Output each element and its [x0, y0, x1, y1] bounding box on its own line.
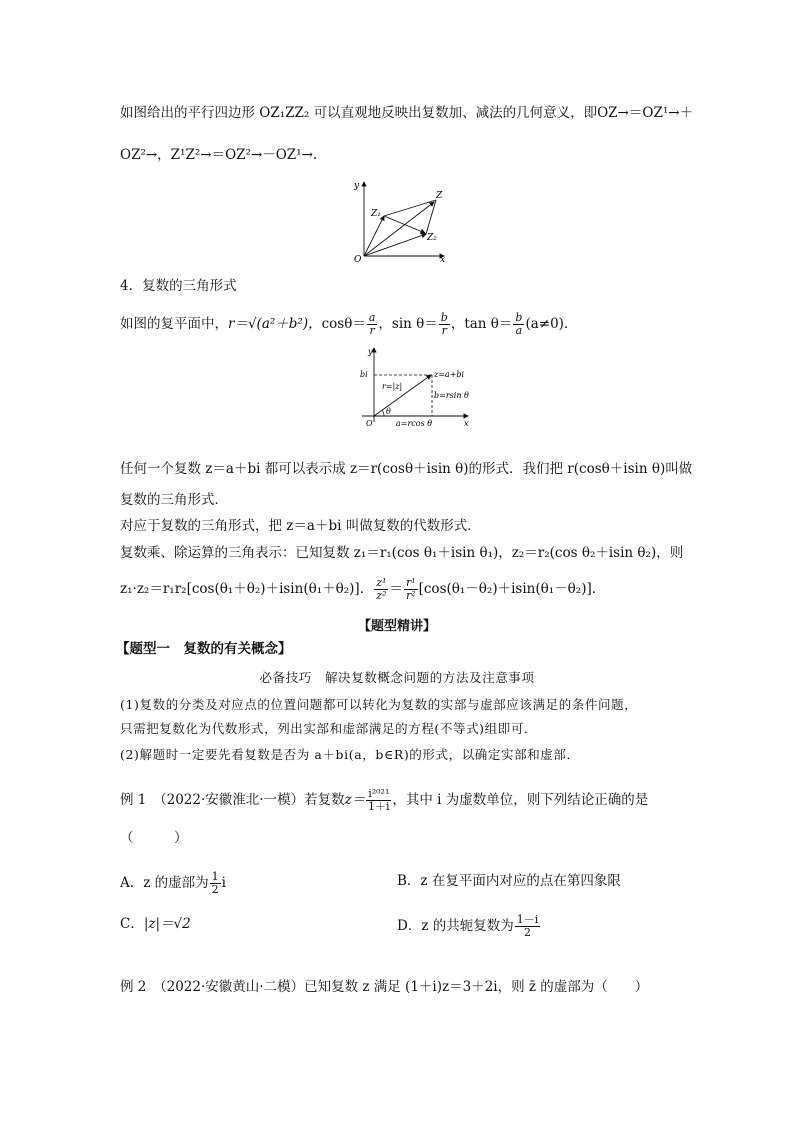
- cos-prefix: cosθ＝: [321, 316, 366, 332]
- skill-point-2: (2)解题时一定要先看复数是否为 a＋bi(a，b∈R)的形式，以确定实部和虚部．: [120, 747, 580, 762]
- type-1-title: 【题型一 复数的有关概念】: [116, 641, 292, 657]
- parallelogram-figure: [348, 176, 452, 264]
- option-a-numerator: 1: [211, 870, 219, 883]
- example-2-stem: 例 2 （2022·安徽黄山·二模）已知复数 z 满足 (1＋i)z＝3＋2i，则 z̄ 的虚部为（ ）: [120, 979, 649, 995]
- option-a-label: A．: [120, 875, 144, 891]
- quotient-formula: [cos(θ₁－θ₂)＋isin(θ₁－θ₂)]．: [418, 581, 606, 597]
- z-quotient-denominator: z²: [376, 589, 387, 602]
- z-quotient-numerator: z¹: [376, 576, 387, 589]
- complex-plane-figure: [358, 344, 474, 434]
- trig-definitions-line: [120, 312, 577, 337]
- fig2-y-label: y: [368, 347, 373, 356]
- fig2-b-label: b=rsin θ: [434, 391, 469, 400]
- tan-fraction: [513, 312, 524, 337]
- r-quotient-fraction: [404, 577, 418, 602]
- example-1-z-equals: z＝: [344, 792, 366, 808]
- product-formula: z₁·z₂＝r₁r₂[cos(θ₁＋θ₂)＋isin(θ₁＋θ₂)]．: [120, 581, 374, 597]
- fig2-theta-label: θ: [386, 407, 391, 416]
- cos-numerator: a: [368, 311, 376, 324]
- tan-condition: (a≠0)．: [525, 316, 578, 332]
- parallelogram-paragraph-line-2: OZ²→，Z¹Z²→＝OZ²→－OZ¹→.: [120, 147, 318, 163]
- option-c-label: C．: [120, 916, 144, 932]
- example-1-stem: [120, 788, 648, 813]
- multiplication-line: 复数乘、除运算的三角表示：已知复数 z₁＝r₁(cos θ₁＋isin θ₁)，z₂＝r₂(cos θ₂＋isin θ₂)，则: [120, 545, 684, 561]
- fig2-r-label: r=|z|: [382, 382, 403, 391]
- option-b[interactable]: [397, 871, 621, 891]
- fig1-z1-label: Z₁: [371, 209, 381, 219]
- option-b-text: z 在复平面内对应的点在第四象限: [420, 873, 621, 889]
- r-expression: r＝√(a²＋b²)，: [228, 316, 322, 332]
- fig1-z-label: Z: [436, 191, 443, 201]
- option-c[interactable]: [120, 914, 191, 934]
- fig2-origin-label: O: [366, 419, 373, 428]
- option-a-tail: i: [221, 875, 226, 891]
- sin-numerator: b: [440, 311, 448, 324]
- option-d-denominator: 2: [524, 926, 531, 939]
- option-d[interactable]: [397, 914, 541, 939]
- quotient-equals: ＝: [389, 581, 403, 597]
- example-1-answer-blank: （ ）: [120, 830, 188, 846]
- option-a[interactable]: [120, 871, 226, 896]
- tan-denominator: a: [515, 324, 523, 337]
- skill-point-1-line-1: (1)复数的分类及对应点的位置问题都可以转化为复数的实部与虚部应该满足的条件问题，: [120, 697, 638, 712]
- fig2-bi-label: bi: [360, 370, 368, 379]
- product-quotient-line: [120, 577, 605, 602]
- option-d-fraction: [515, 914, 541, 939]
- tan-numerator: b: [515, 311, 523, 324]
- sin-denominator: r: [441, 324, 447, 337]
- cos-denominator: r: [369, 324, 375, 337]
- example-1-prefix: 例 1 （2022·安徽淮北·一模）若复数: [120, 792, 345, 808]
- example-1-suffix: ，其中 i 为虚数单位，则下列结论正确的是: [392, 792, 649, 808]
- section-4-heading: 4．复数的三角形式: [120, 278, 237, 294]
- fig1-z2-label: Z₂: [427, 233, 437, 243]
- trig-form-line-2: 复数的三角形式．: [120, 492, 228, 508]
- section-title: 【题型精讲】: [357, 619, 436, 634]
- option-c-text: |z|＝√2: [143, 916, 191, 932]
- skill-point-1-line-2: 只需把复数化为代数形式，列出实部和虚部满足的方程(不等式)组即可．: [120, 721, 538, 736]
- example-1-fraction: [366, 788, 391, 813]
- intro-prefix: 如图的复平面中，: [120, 316, 228, 332]
- sin-prefix: ，sin θ＝: [378, 316, 438, 332]
- fig2-z-label: z=a+bi: [434, 370, 465, 379]
- trig-form-line-1: 任何一个复数 z＝a＋bi 都可以表示成 z＝r(cosθ＋isin θ)的形式．我们把 r(cosθ＋isin θ)叫做: [120, 461, 693, 477]
- r-quotient-numerator: r¹: [405, 576, 416, 589]
- skill-title: 必备技巧 解决复数概念问题的方法及注意事项: [259, 670, 535, 685]
- option-b-label: B．: [397, 873, 421, 889]
- cos-fraction: [367, 312, 378, 337]
- fig1-y-label: y: [354, 181, 360, 191]
- example-1-denominator: 1＋i: [368, 800, 390, 813]
- option-d-text: z 的共轭复数为: [421, 918, 514, 934]
- z-quotient-fraction: [374, 577, 388, 602]
- fig1-origin-label: O: [354, 255, 362, 264]
- algebraic-form-line: 对应于复数的三角形式，把 z＝a＋bi 叫做复数的代数形式．: [120, 518, 481, 534]
- sin-fraction: [439, 312, 450, 337]
- fig2-a-label: a=rcos θ: [396, 419, 433, 428]
- example-1-numerator: i²⁰²¹: [368, 787, 390, 800]
- option-a-fraction: [210, 871, 221, 896]
- option-a-text: z 的虚部为: [143, 875, 209, 891]
- fig1-x-label: x: [440, 255, 446, 264]
- option-d-numerator: 1－i: [516, 913, 539, 926]
- option-a-denominator: 2: [211, 883, 219, 896]
- r-quotient-denominator: r²: [405, 589, 416, 602]
- parallelogram-paragraph-line-1: 如图给出的平行四边形 OZ₁ZZ₂ 可以直观地反映出复数加、减法的几何意义，即OZ→＝OZ¹→＋: [120, 105, 694, 121]
- option-d-label: D．: [397, 918, 422, 934]
- fig2-x-label: x: [464, 419, 469, 428]
- tan-prefix: ，tan θ＝: [450, 316, 513, 332]
